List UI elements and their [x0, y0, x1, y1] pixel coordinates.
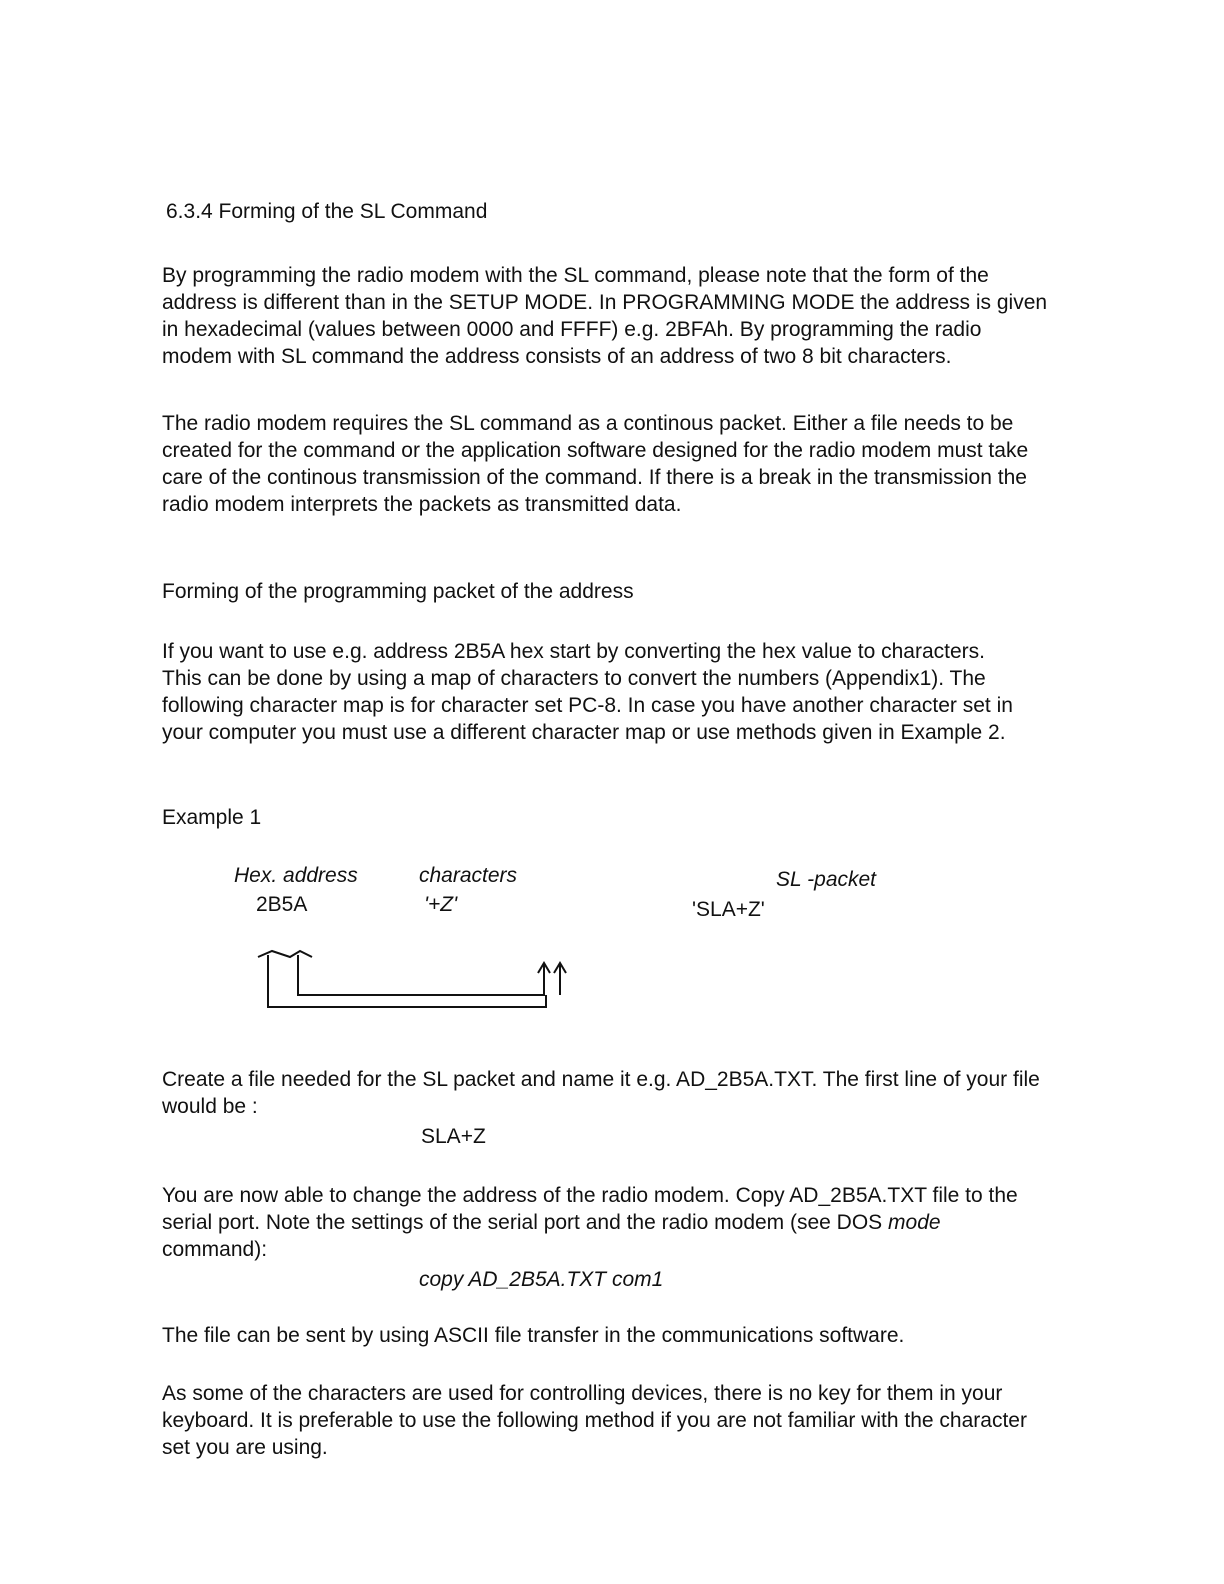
conversion-bracket-diagram [250, 945, 590, 1020]
paragraph-create-file [162, 1066, 1122, 1120]
code-copy-command: copy AD_2B5A.TXT com1 [419, 1268, 664, 1291]
text-line: modem with SL command the address consists of an address of two 8 bit characters. [162, 345, 952, 368]
byte-pair-brace [258, 951, 312, 957]
paragraph-continous-packet [162, 410, 1122, 518]
connector-inner [298, 955, 544, 995]
text-line: The file can be sent by using ASCII file transfer in the communications software. [162, 1324, 905, 1347]
text-line: The radio modem requires the SL command as a continous packet. Either a file needs to be [162, 412, 1014, 435]
diagram-hex-value: 2B5A [256, 893, 308, 916]
text-line: command): [162, 1238, 268, 1261]
paragraph-copy-file [162, 1182, 1122, 1263]
text-line: You are now able to change the address of the radio modem. Copy AD_2B5A.TXT file to the [162, 1184, 1018, 1207]
connector-outer [268, 955, 546, 1007]
text-line: care of the continous transmission of the command. If there is a break in the transmission the [162, 466, 1027, 489]
text-line: following character map is for character set PC-8. In case you have another character set in [162, 694, 1013, 717]
paragraph-ascii-transfer [162, 1322, 1122, 1349]
text-line: keyboard. It is preferable to use the following method if you are not familiar with the character [162, 1409, 1027, 1432]
paragraph-control-characters [162, 1380, 1122, 1461]
subheading: Forming of the programming packet of the address [162, 580, 634, 603]
paragraph-character-map [162, 638, 1122, 746]
text-line [162, 1209, 1122, 1236]
text-line: your computer you must use a different character map or use methods given in Example 2. [162, 721, 1006, 744]
section-heading: 6.3.4 Forming of the SL Command [166, 200, 488, 223]
text-line: would be : [162, 1095, 258, 1118]
code-first-line: SLA+Z [421, 1125, 486, 1148]
text-line: If you want to use e.g. address 2B5A hex start by converting the hex value to characters. [162, 640, 985, 663]
text-line: radio modem interprets the packets as transmitted data. [162, 493, 682, 516]
text-segment-italic: mode [888, 1211, 941, 1234]
text-line: As some of the characters are used for controlling devices, there is no key for them in your [162, 1382, 1003, 1405]
text-line: address is different than in the SETUP MODE. In PROGRAMMING MODE the address is given [162, 291, 1048, 314]
diagram-chars-value: '+Z' [424, 893, 458, 916]
text-line: created for the command or the application software designed for the radio modem must take [162, 439, 1029, 462]
diagram-chars-header: characters [419, 864, 518, 887]
text-line: By programming the radio modem with the SL command, please note that the form of the [162, 264, 989, 287]
paragraph-sl-address-form [162, 262, 1122, 370]
diagram-packet-value: 'SLA+Z' [692, 898, 765, 921]
text-line: This can be done by using a map of characters to convert the numbers (Appendix1). The [162, 667, 986, 690]
example-label: Example 1 [162, 806, 262, 829]
text-segment: serial port. Note the settings of the serial port and the radio modem (see DOS [162, 1211, 889, 1234]
diagram-packet-header: SL -packet [776, 868, 877, 891]
text-line: in hexadecimal (values between 0000 and FFFF) e.g. 2BFAh. By programming the radio [162, 318, 982, 341]
text-line: set you are using. [162, 1436, 328, 1459]
diagram-hex-header: Hex. address [234, 864, 358, 887]
text-line: Create a file needed for the SL packet and name it e.g. AD_2B5A.TXT. The first line of your file [162, 1068, 1040, 1091]
